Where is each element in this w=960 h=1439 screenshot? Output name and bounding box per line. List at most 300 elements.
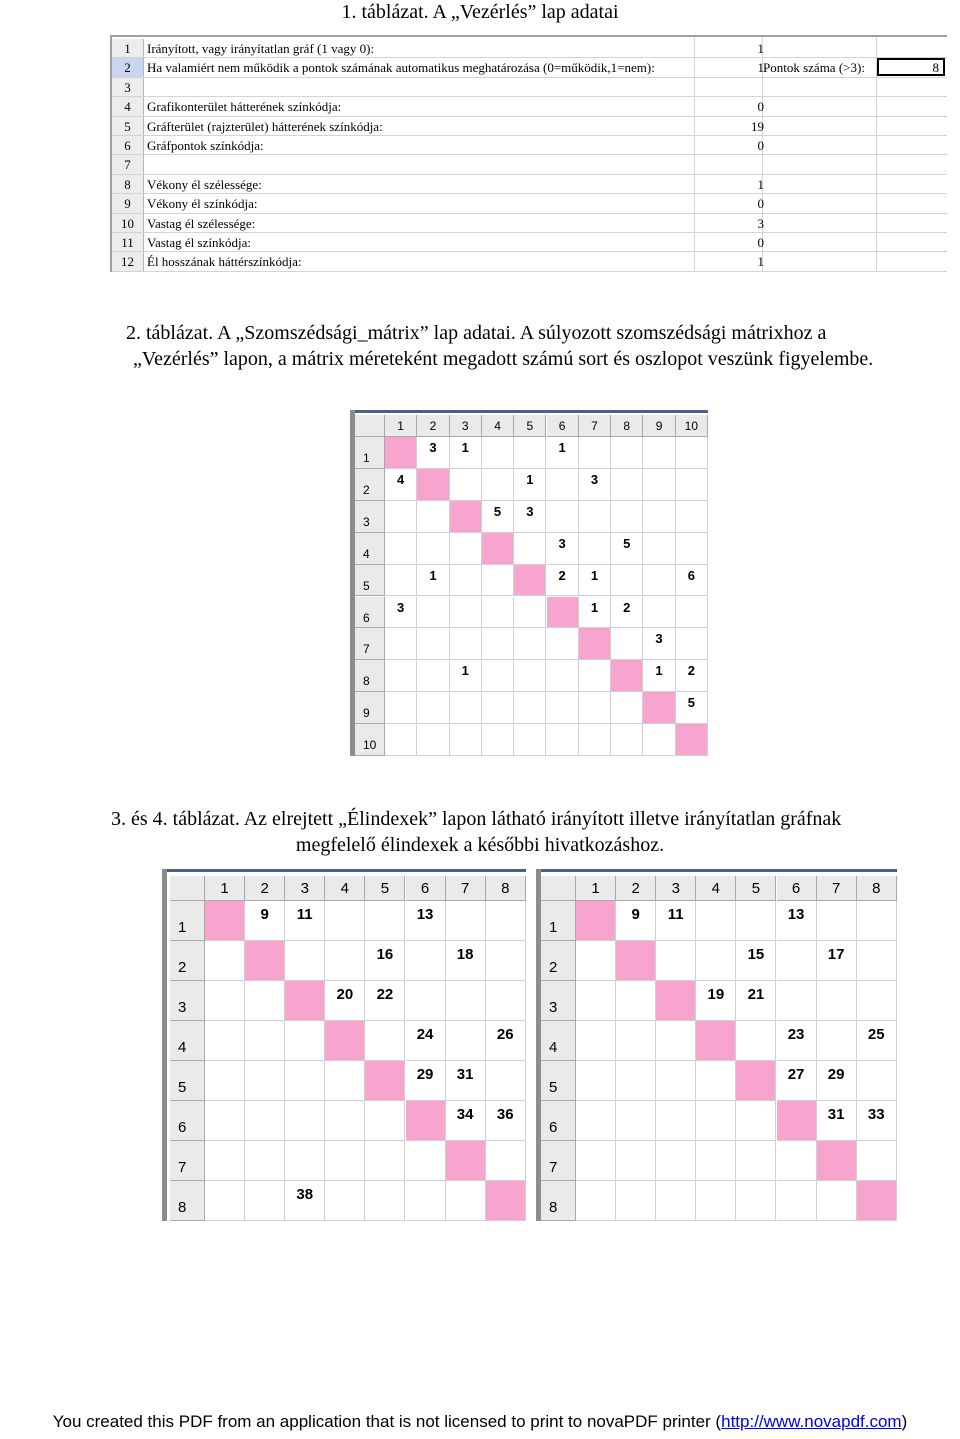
matrix-cell[interactable] — [643, 597, 675, 629]
matrix-cell[interactable] — [514, 660, 546, 692]
diagonal-cell[interactable] — [406, 1101, 446, 1141]
matrix-cell[interactable] — [777, 941, 817, 981]
matrix-cell[interactable] — [616, 981, 656, 1021]
matrix-cell[interactable] — [417, 724, 449, 756]
matrix-cell[interactable]: 1 — [643, 660, 675, 692]
column-header[interactable]: 10 — [676, 415, 708, 437]
matrix-cell[interactable] — [576, 1141, 616, 1181]
matrix-cell[interactable] — [205, 941, 245, 981]
matrix-cell[interactable] — [736, 1021, 776, 1061]
matrix-cell[interactable] — [736, 1181, 776, 1221]
setting-value[interactable]: 1 — [757, 41, 764, 56]
matrix-cell[interactable] — [406, 941, 446, 981]
matrix-cell[interactable] — [817, 1181, 857, 1221]
matrix-cell[interactable] — [482, 565, 514, 597]
matrix-cell[interactable] — [576, 1021, 616, 1061]
matrix-cell[interactable] — [450, 724, 482, 756]
sheet-row[interactable] — [112, 233, 947, 252]
matrix-cell[interactable] — [547, 501, 579, 533]
matrix-cell[interactable] — [514, 533, 546, 565]
matrix-cell[interactable] — [450, 469, 482, 501]
matrix-cell[interactable] — [385, 692, 417, 724]
matrix-cell[interactable] — [325, 941, 365, 981]
matrix-cell[interactable] — [486, 901, 526, 941]
matrix-cell[interactable] — [446, 981, 486, 1021]
matrix-cell[interactable] — [417, 660, 449, 692]
matrix-cell[interactable] — [857, 981, 897, 1021]
matrix-cell[interactable] — [547, 660, 579, 692]
setting-value[interactable]: 19 — [751, 118, 764, 134]
matrix-cell[interactable] — [285, 1061, 325, 1101]
matrix-cell[interactable] — [676, 501, 708, 533]
matrix-cell[interactable] — [656, 1101, 696, 1141]
setting-value[interactable]: 0 — [757, 196, 764, 212]
matrix-cell[interactable] — [696, 1061, 736, 1101]
matrix-cell[interactable]: 29 — [406, 1061, 446, 1101]
matrix-cell[interactable] — [777, 981, 817, 1021]
diagonal-cell[interactable] — [643, 692, 675, 724]
setting-value[interactable]: 1 — [757, 176, 764, 192]
grid-corner[interactable] — [541, 876, 576, 901]
matrix-cell[interactable]: 31 — [446, 1061, 486, 1101]
matrix-cell[interactable] — [245, 1101, 285, 1141]
column-header[interactable]: 1 — [576, 876, 616, 901]
diagonal-cell[interactable] — [611, 660, 643, 692]
matrix-cell[interactable] — [385, 660, 417, 692]
matrix-cell[interactable]: 3 — [643, 628, 675, 660]
matrix-cell[interactable] — [656, 1021, 696, 1061]
matrix-cell[interactable] — [245, 981, 285, 1021]
matrix-cell[interactable] — [547, 469, 579, 501]
matrix-cell[interactable] — [385, 628, 417, 660]
matrix-cell[interactable] — [385, 501, 417, 533]
matrix-cell[interactable] — [777, 1141, 817, 1181]
row-header[interactable]: 1 — [170, 901, 205, 941]
sheet-row[interactable] — [112, 155, 947, 174]
matrix-cell[interactable] — [696, 1141, 736, 1181]
matrix-cell[interactable] — [643, 437, 675, 469]
matrix-cell[interactable]: 33 — [857, 1101, 897, 1141]
row-header[interactable]: 6 — [355, 597, 385, 629]
matrix-cell[interactable]: 1 — [514, 469, 546, 501]
column-header[interactable]: 3 — [285, 876, 325, 901]
matrix-cell[interactable] — [547, 724, 579, 756]
matrix-cell[interactable] — [417, 628, 449, 660]
matrix-cell[interactable] — [676, 437, 708, 469]
matrix-cell[interactable] — [482, 597, 514, 629]
matrix-cell[interactable] — [579, 660, 611, 692]
row-header[interactable]: 8 — [170, 1181, 205, 1221]
matrix-cell[interactable] — [446, 1021, 486, 1061]
matrix-cell[interactable]: 24 — [406, 1021, 446, 1061]
diagonal-cell[interactable] — [777, 1101, 817, 1141]
matrix-cell[interactable] — [676, 597, 708, 629]
matrix-cell[interactable] — [417, 501, 449, 533]
row-header[interactable]: 7 — [355, 628, 385, 660]
matrix-cell[interactable] — [547, 628, 579, 660]
matrix-cell[interactable] — [205, 1061, 245, 1101]
matrix-cell[interactable] — [817, 981, 857, 1021]
matrix-cell[interactable] — [514, 437, 546, 469]
matrix-cell[interactable]: 16 — [365, 941, 405, 981]
matrix-cell[interactable] — [514, 692, 546, 724]
matrix-cell[interactable] — [385, 533, 417, 565]
matrix-cell[interactable] — [576, 1061, 616, 1101]
matrix-cell[interactable] — [205, 1181, 245, 1221]
row-header[interactable]: 7 — [541, 1141, 576, 1181]
matrix-cell[interactable] — [205, 1101, 245, 1141]
column-header[interactable]: 7 — [446, 876, 486, 901]
matrix-cell[interactable] — [365, 1181, 405, 1221]
matrix-cell[interactable] — [514, 628, 546, 660]
matrix-cell[interactable] — [616, 1181, 656, 1221]
row-header[interactable]: 4 — [170, 1021, 205, 1061]
matrix-cell[interactable] — [696, 941, 736, 981]
column-header[interactable]: 7 — [817, 876, 857, 901]
matrix-cell[interactable]: 23 — [777, 1021, 817, 1061]
matrix-cell[interactable] — [325, 1101, 365, 1141]
row-header[interactable]: 6 — [170, 1101, 205, 1141]
row-header[interactable]: 9 — [355, 692, 385, 724]
row-header[interactable]: 3 — [355, 501, 385, 533]
diagonal-cell[interactable] — [446, 1141, 486, 1181]
diagonal-cell[interactable] — [579, 628, 611, 660]
matrix-cell[interactable]: 3 — [579, 469, 611, 501]
matrix-cell[interactable] — [857, 901, 897, 941]
row-header[interactable]: 2 — [541, 941, 576, 981]
matrix-cell[interactable] — [245, 1061, 285, 1101]
matrix-cell[interactable] — [579, 501, 611, 533]
matrix-cell[interactable]: 19 — [696, 981, 736, 1021]
sheet-row[interactable] — [112, 214, 947, 233]
matrix-cell[interactable] — [450, 533, 482, 565]
diagonal-cell[interactable] — [514, 565, 546, 597]
matrix-cell[interactable] — [656, 941, 696, 981]
matrix-cell[interactable] — [676, 469, 708, 501]
matrix-cell[interactable]: 1 — [450, 660, 482, 692]
matrix-cell[interactable] — [486, 1061, 526, 1101]
setting-value[interactable]: 1 — [757, 60, 764, 76]
column-header[interactable]: 6 — [547, 415, 579, 437]
setting-value[interactable]: 0 — [757, 235, 764, 250]
diagonal-cell[interactable] — [616, 941, 656, 981]
matrix-cell[interactable] — [857, 1061, 897, 1101]
matrix-cell[interactable] — [417, 533, 449, 565]
matrix-cell[interactable]: 6 — [676, 565, 708, 597]
matrix-cell[interactable]: 22 — [365, 981, 405, 1021]
matrix-cell[interactable] — [482, 660, 514, 692]
matrix-cell[interactable]: 2 — [611, 597, 643, 629]
matrix-cell[interactable]: 34 — [446, 1101, 486, 1141]
matrix-cell[interactable]: 3 — [417, 437, 449, 469]
column-header[interactable]: 8 — [611, 415, 643, 437]
matrix-cell[interactable] — [325, 1061, 365, 1101]
matrix-cell[interactable] — [643, 565, 675, 597]
matrix-cell[interactable] — [365, 901, 405, 941]
diagonal-cell[interactable] — [325, 1021, 365, 1061]
matrix-cell[interactable] — [482, 692, 514, 724]
matrix-cell[interactable] — [205, 1141, 245, 1181]
matrix-cell[interactable] — [576, 941, 616, 981]
matrix-cell[interactable] — [450, 692, 482, 724]
matrix-cell[interactable] — [656, 1141, 696, 1181]
diagonal-cell[interactable] — [676, 724, 708, 756]
matrix-cell[interactable] — [514, 724, 546, 756]
setting-value[interactable]: 3 — [757, 215, 764, 231]
matrix-cell[interactable] — [616, 1141, 656, 1181]
column-header[interactable]: 3 — [450, 415, 482, 437]
matrix-cell[interactable] — [486, 1141, 526, 1181]
column-header[interactable]: 8 — [486, 876, 526, 901]
matrix-cell[interactable] — [579, 533, 611, 565]
row-header[interactable]: 7 — [170, 1141, 205, 1181]
column-header[interactable]: 2 — [417, 415, 449, 437]
row-header[interactable]: 4 — [541, 1021, 576, 1061]
matrix-cell[interactable] — [365, 1141, 405, 1181]
matrix-cell[interactable] — [385, 724, 417, 756]
matrix-cell[interactable]: 29 — [817, 1061, 857, 1101]
matrix-cell[interactable] — [579, 724, 611, 756]
matrix-cell[interactable] — [616, 1021, 656, 1061]
row-header[interactable]: 2 — [170, 941, 205, 981]
sheet-row[interactable] — [112, 39, 947, 58]
matrix-cell[interactable]: 36 — [486, 1101, 526, 1141]
matrix-cell[interactable] — [611, 724, 643, 756]
matrix-cell[interactable]: 3 — [547, 533, 579, 565]
matrix-cell[interactable] — [611, 501, 643, 533]
sheet-row[interactable] — [112, 136, 947, 155]
matrix-cell[interactable]: 5 — [611, 533, 643, 565]
matrix-cell[interactable] — [576, 1181, 616, 1221]
row-header[interactable]: 8 — [355, 660, 385, 692]
matrix-cell[interactable] — [656, 1181, 696, 1221]
matrix-cell[interactable]: 3 — [385, 597, 417, 629]
column-header[interactable]: 3 — [656, 876, 696, 901]
diagonal-cell[interactable] — [450, 501, 482, 533]
matrix-cell[interactable] — [643, 501, 675, 533]
matrix-cell[interactable] — [696, 1101, 736, 1141]
matrix-cell[interactable]: 17 — [817, 941, 857, 981]
matrix-cell[interactable] — [486, 981, 526, 1021]
matrix-cell[interactable] — [482, 469, 514, 501]
column-header[interactable]: 4 — [696, 876, 736, 901]
matrix-cell[interactable] — [285, 1101, 325, 1141]
matrix-cell[interactable] — [285, 941, 325, 981]
matrix-cell[interactable]: 27 — [777, 1061, 817, 1101]
matrix-cell[interactable] — [205, 981, 245, 1021]
matrix-cell[interactable]: 38 — [285, 1181, 325, 1221]
diagonal-cell[interactable] — [696, 1021, 736, 1061]
matrix-cell[interactable] — [676, 628, 708, 660]
matrix-cell[interactable] — [611, 565, 643, 597]
matrix-cell[interactable] — [385, 565, 417, 597]
matrix-cell[interactable]: 26 — [486, 1021, 526, 1061]
diagonal-cell[interactable] — [486, 1181, 526, 1221]
matrix-cell[interactable]: 4 — [385, 469, 417, 501]
matrix-cell[interactable] — [417, 597, 449, 629]
matrix-cell[interactable] — [643, 724, 675, 756]
row-header[interactable]: 10 — [355, 724, 385, 756]
matrix-cell[interactable] — [857, 941, 897, 981]
matrix-cell[interactable]: 5 — [482, 501, 514, 533]
matrix-cell[interactable]: 25 — [857, 1021, 897, 1061]
matrix-cell[interactable]: 1 — [579, 597, 611, 629]
matrix-cell[interactable] — [616, 1101, 656, 1141]
row-header[interactable]: 3 — [170, 981, 205, 1021]
matrix-cell[interactable]: 15 — [736, 941, 776, 981]
row-header[interactable]: 6 — [541, 1101, 576, 1141]
matrix-cell[interactable]: 9 — [616, 901, 656, 941]
row-header[interactable]: 2 — [355, 469, 385, 501]
diagonal-cell[interactable] — [482, 533, 514, 565]
matrix-cell[interactable] — [696, 901, 736, 941]
sheet-row[interactable] — [112, 97, 947, 116]
column-header[interactable]: 9 — [643, 415, 675, 437]
matrix-cell[interactable] — [325, 1141, 365, 1181]
diagonal-cell[interactable] — [547, 597, 579, 629]
matrix-cell[interactable] — [285, 1021, 325, 1061]
column-header[interactable]: 7 — [579, 415, 611, 437]
matrix-cell[interactable]: 13 — [406, 901, 446, 941]
sheet-row[interactable] — [112, 117, 947, 136]
novapdf-link[interactable]: http://www.novapdf.com — [721, 1412, 902, 1431]
matrix-cell[interactable] — [616, 1061, 656, 1101]
matrix-cell[interactable]: 1 — [417, 565, 449, 597]
setting-value[interactable]: 0 — [757, 138, 764, 153]
diagonal-cell[interactable] — [285, 981, 325, 1021]
matrix-cell[interactable] — [817, 901, 857, 941]
matrix-cell[interactable] — [656, 1061, 696, 1101]
diagonal-cell[interactable] — [245, 941, 285, 981]
matrix-cell[interactable] — [611, 469, 643, 501]
matrix-cell[interactable]: 1 — [547, 437, 579, 469]
column-header[interactable]: 1 — [385, 415, 417, 437]
row-header[interactable]: 1 — [355, 437, 385, 469]
grid-corner[interactable] — [170, 876, 205, 901]
matrix-cell[interactable] — [547, 692, 579, 724]
matrix-cell[interactable]: 3 — [514, 501, 546, 533]
diagonal-cell[interactable] — [205, 901, 245, 941]
column-header[interactable]: 5 — [365, 876, 405, 901]
matrix-cell[interactable] — [643, 469, 675, 501]
matrix-cell[interactable]: 21 — [736, 981, 776, 1021]
matrix-cell[interactable]: 9 — [245, 901, 285, 941]
sheet-row[interactable] — [112, 175, 947, 194]
matrix-cell[interactable] — [579, 692, 611, 724]
matrix-cell[interactable] — [482, 628, 514, 660]
matrix-cell[interactable]: 2 — [676, 660, 708, 692]
sheet-row[interactable] — [112, 78, 947, 97]
column-header[interactable]: 8 — [857, 876, 897, 901]
matrix-cell[interactable] — [482, 437, 514, 469]
matrix-cell[interactable] — [576, 1101, 616, 1141]
matrix-cell[interactable] — [285, 1141, 325, 1181]
matrix-cell[interactable]: 11 — [656, 901, 696, 941]
column-header[interactable]: 2 — [245, 876, 285, 901]
sheet-row[interactable] — [112, 194, 947, 213]
diagonal-cell[interactable] — [857, 1181, 897, 1221]
row-header[interactable]: 5 — [170, 1061, 205, 1101]
matrix-cell[interactable] — [365, 1021, 405, 1061]
column-header[interactable]: 1 — [205, 876, 245, 901]
column-header[interactable]: 4 — [482, 415, 514, 437]
matrix-cell[interactable] — [406, 1181, 446, 1221]
matrix-cell[interactable] — [446, 1181, 486, 1221]
matrix-cell[interactable] — [450, 628, 482, 660]
matrix-cell[interactable]: 31 — [817, 1101, 857, 1141]
matrix-cell[interactable] — [245, 1141, 285, 1181]
matrix-cell[interactable] — [446, 901, 486, 941]
matrix-cell[interactable]: 20 — [325, 981, 365, 1021]
matrix-cell[interactable] — [205, 1021, 245, 1061]
matrix-cell[interactable] — [245, 1181, 285, 1221]
column-header[interactable]: 6 — [777, 876, 817, 901]
row-header[interactable]: 5 — [541, 1061, 576, 1101]
matrix-cell[interactable] — [325, 1181, 365, 1221]
setting-value[interactable]: 0 — [757, 99, 764, 115]
matrix-cell[interactable] — [450, 597, 482, 629]
column-header[interactable]: 5 — [514, 415, 546, 437]
column-header[interactable]: 2 — [616, 876, 656, 901]
diagonal-cell[interactable] — [365, 1061, 405, 1101]
diagonal-cell[interactable] — [417, 469, 449, 501]
diagonal-cell[interactable] — [656, 981, 696, 1021]
matrix-cell[interactable]: 11 — [285, 901, 325, 941]
row-header[interactable]: 1 — [541, 901, 576, 941]
matrix-cell[interactable] — [817, 1021, 857, 1061]
row-header[interactable]: 3 — [541, 981, 576, 1021]
matrix-cell[interactable] — [406, 981, 446, 1021]
matrix-cell[interactable] — [406, 1141, 446, 1181]
matrix-cell[interactable] — [696, 1181, 736, 1221]
row-header[interactable]: 4 — [355, 533, 385, 565]
diagonal-cell[interactable] — [817, 1141, 857, 1181]
matrix-cell[interactable] — [486, 941, 526, 981]
diagonal-cell[interactable] — [385, 437, 417, 469]
matrix-cell[interactable] — [676, 533, 708, 565]
matrix-cell[interactable]: 2 — [547, 565, 579, 597]
row-header[interactable]: 8 — [541, 1181, 576, 1221]
matrix-cell[interactable] — [579, 437, 611, 469]
matrix-cell[interactable]: 5 — [676, 692, 708, 724]
diagonal-cell[interactable] — [576, 901, 616, 941]
matrix-cell[interactable] — [736, 1141, 776, 1181]
matrix-cell[interactable] — [450, 565, 482, 597]
matrix-cell[interactable] — [482, 724, 514, 756]
sheet-row[interactable] — [112, 58, 947, 77]
matrix-cell[interactable] — [611, 628, 643, 660]
column-header[interactable]: 6 — [406, 876, 446, 901]
setting-value[interactable]: 1 — [757, 254, 764, 270]
matrix-cell[interactable] — [611, 692, 643, 724]
matrix-cell[interactable] — [365, 1101, 405, 1141]
column-header[interactable]: 4 — [325, 876, 365, 901]
matrix-cell[interactable]: 1 — [579, 565, 611, 597]
matrix-cell[interactable]: 13 — [777, 901, 817, 941]
diagonal-cell[interactable] — [736, 1061, 776, 1101]
points-count-cell[interactable]: 8 — [877, 58, 945, 76]
matrix-cell[interactable] — [736, 1101, 776, 1141]
matrix-cell[interactable] — [576, 981, 616, 1021]
matrix-cell[interactable]: 18 — [446, 941, 486, 981]
matrix-cell[interactable] — [736, 901, 776, 941]
sheet-row[interactable] — [112, 252, 947, 271]
matrix-cell[interactable]: 1 — [450, 437, 482, 469]
matrix-cell[interactable] — [777, 1181, 817, 1221]
matrix-cell[interactable] — [245, 1021, 285, 1061]
matrix-cell[interactable] — [857, 1141, 897, 1181]
grid-corner[interactable] — [355, 415, 385, 437]
